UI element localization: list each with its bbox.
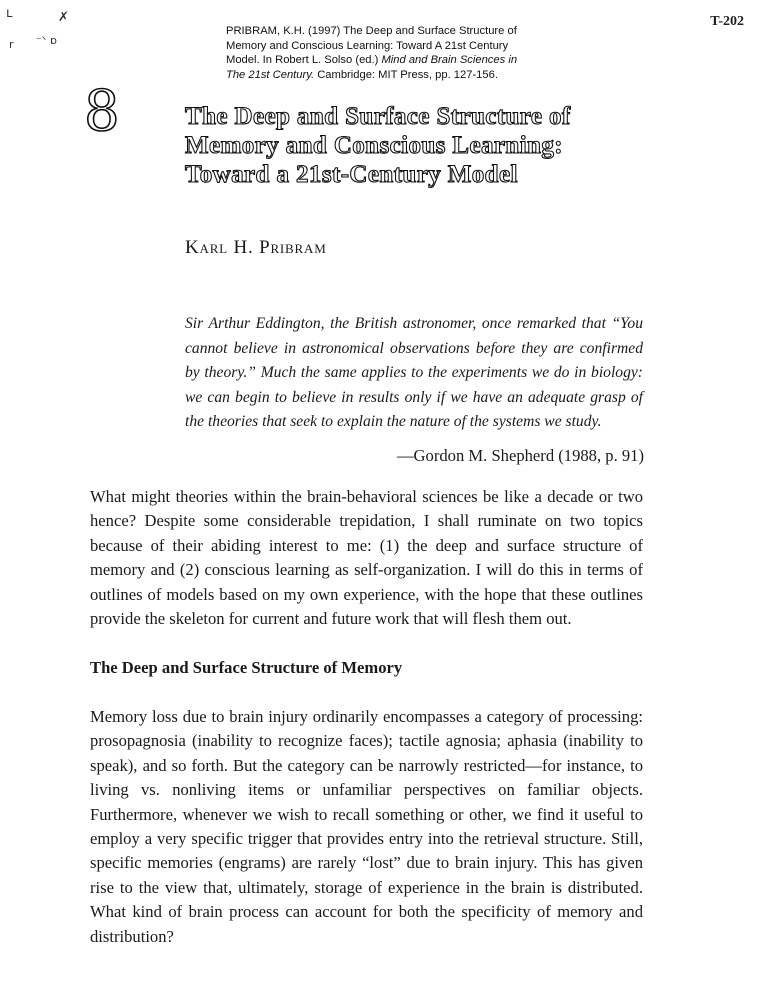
citation-line xyxy=(226,53,586,68)
chapter-title-line: The Deep and Surface Structure of xyxy=(185,103,571,130)
citation-text: Model. In Robert L. Solso (ed.) xyxy=(226,54,379,67)
author-name: Karl H. Pribram xyxy=(185,237,327,258)
chapter-title xyxy=(185,102,645,189)
citation-text: Cambridge: MIT Press, pp. 127-156. xyxy=(317,68,498,81)
body-paragraph: What might theories within the brain-behavioral sciences be like a decade or two hence? Despite some considerable trepidation, I shall ruminate on two topics because of their abiding interest to me: (1) the deep and surface structure of memory and (2) conscious learning as self-organization. I will do this in terms of outlines of models based on my own experience, with the hope that these outlines provide the skeleton for current and future work that will flesh them out. xyxy=(90,487,643,629)
epigraph-source: —Gordon M. Shepherd (1988, p. 91) xyxy=(396,446,644,465)
section-heading: The Deep and Surface Structure of Memory xyxy=(90,658,403,677)
citation-book-title: Mind and Brain Sciences in xyxy=(381,54,518,67)
body-paragraph: Memory loss due to brain injury ordinarily encompasses a category of processing: prosopagnosia (inability to recognize faces); tactile agnosia; aphasia (inability to speak), and so forth. But the category can be narrowly restricted—for instance, to living vs. nonliving items or unfamiliar perspectives on familiar objects. Furthermore, whenever we wish to recall something or other, we find it useful to employ a very specific trigger that provides entry into the retrieval structure. Still, specific memories (engrams) are rarely “lost” due to brain injury. This has given rise to the view that, ultimately, storage of experience in the brain is distributed. What kind of brain process can account for both the specificity of memory and distribution? xyxy=(90,707,643,946)
margin-mark: ʟ xyxy=(6,6,13,21)
page-code: T-202 xyxy=(710,14,744,29)
chapter-title-line: Toward a 21st-Century Model xyxy=(185,161,518,188)
citation-line xyxy=(226,68,586,83)
citation-block xyxy=(226,24,586,82)
margin-mark: ✗ xyxy=(58,10,69,25)
epigraph-quote: Sir Arthur Eddington, the British astronomer, once remarked that “You cannot believe in astronomical observations before they are confirmed by theory.” Much the same applies to the experiments we do in biology: we can begin to believe in results only if we have an adequate grasp of the theories that seek to explain the nature of the systems we study. xyxy=(185,315,643,431)
chapter-title-line: Memory and Conscious Learning: xyxy=(185,132,563,159)
citation-line: Memory and Conscious Learning: Toward A 21st Century xyxy=(226,39,509,52)
chapter-number: 8 xyxy=(84,79,120,144)
citation-line: PRIBRAM, K.H. (1997) The Deep and Surface Structure of xyxy=(226,25,517,37)
margin-mark: ⁻ᐠ ɒ xyxy=(36,34,57,47)
citation-book-title: The 21st Century. xyxy=(226,68,315,81)
margin-mark: r xyxy=(9,38,14,51)
